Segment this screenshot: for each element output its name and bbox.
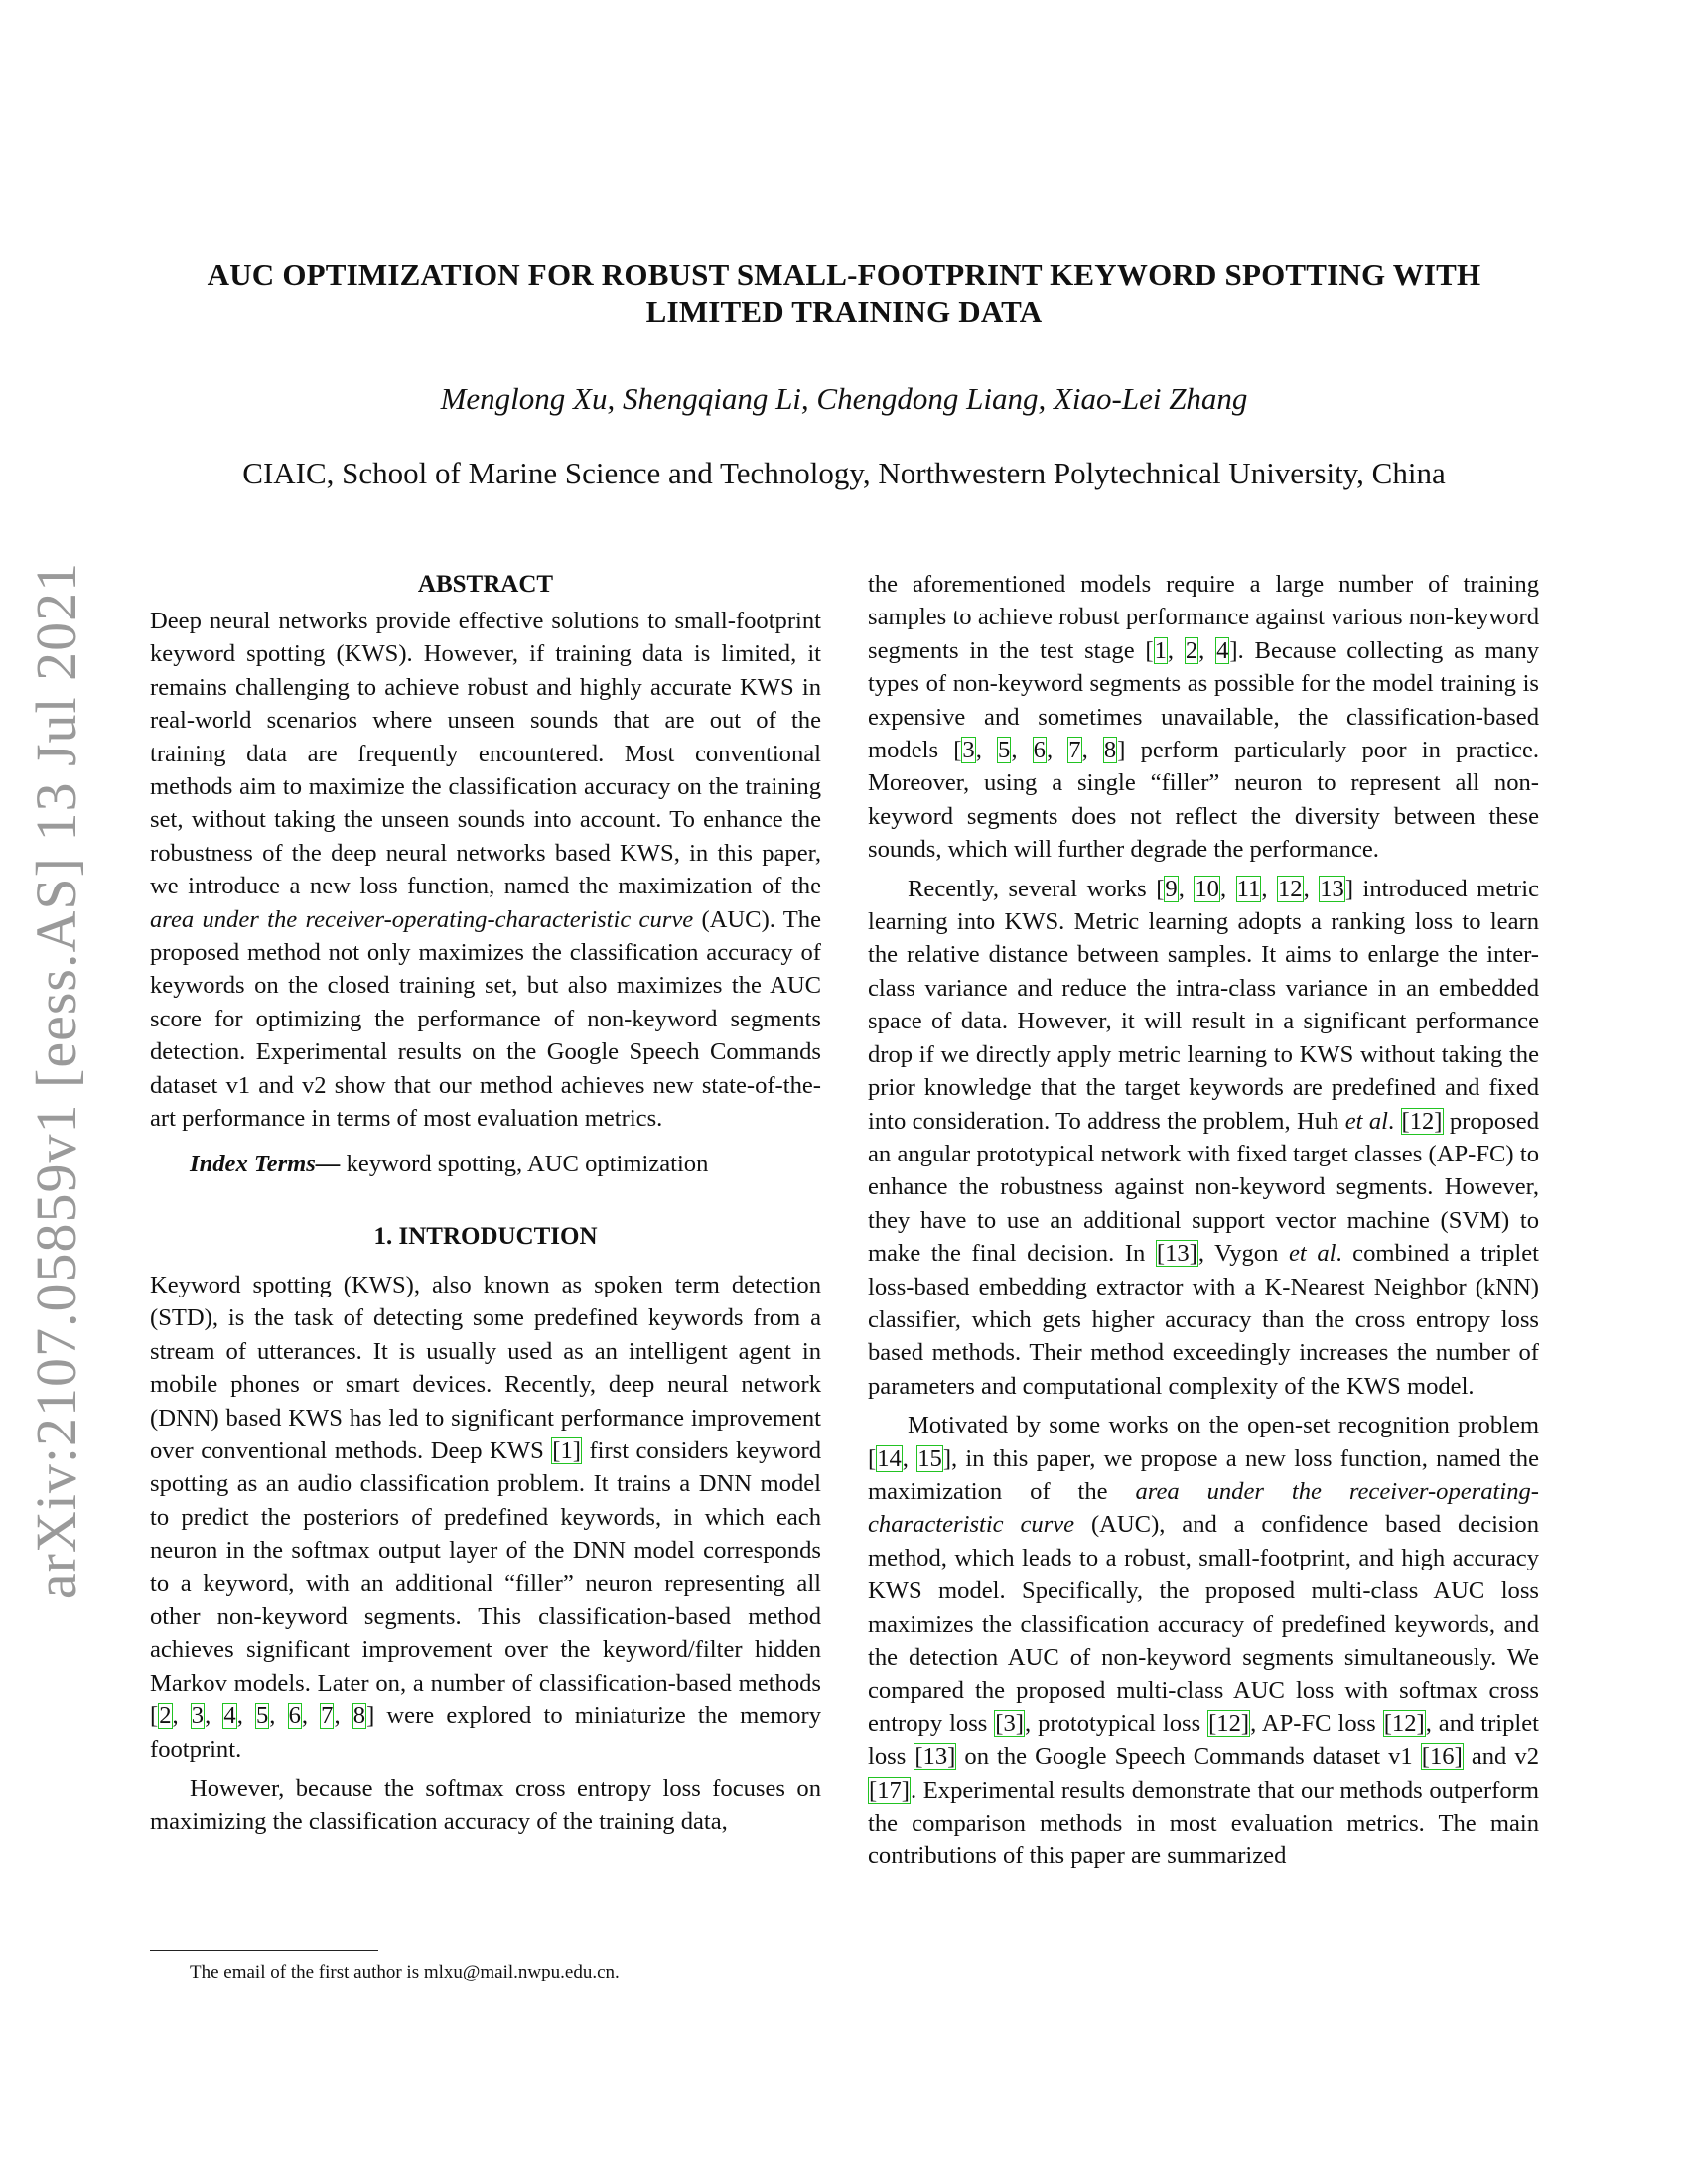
footnote-rule <box>150 1950 378 1951</box>
citation-link[interactable]: 2 <box>1185 636 1198 664</box>
citation-link[interactable]: [12] <box>1401 1107 1443 1135</box>
citation-link[interactable]: 14 <box>877 1444 902 1472</box>
citation-link[interactable]: 12 <box>1277 875 1303 902</box>
citation-link[interactable]: [17] <box>869 1776 910 1804</box>
citation-link[interactable]: [1] <box>552 1436 581 1464</box>
citation-link[interactable]: 8 <box>1103 737 1117 764</box>
citation-link[interactable]: 2 <box>159 1703 172 1730</box>
citation-link[interactable]: [16] <box>1421 1743 1463 1771</box>
introduction-heading: 1. INTRODUCTION <box>373 1222 598 1250</box>
citation-link[interactable]: 5 <box>998 737 1011 764</box>
intro-paragraph-2: However, because the softmax cross entropy loss focuses on maximizing the classification accuracy of the training data, <box>150 1775 821 1836</box>
citation-link[interactable]: 8 <box>352 1703 366 1730</box>
citation-link[interactable]: 3 <box>962 737 975 764</box>
citation-link[interactable]: 1 <box>1154 636 1167 664</box>
index-terms-label: Index Terms— <box>190 1150 341 1177</box>
left-column <box>150 568 821 1839</box>
citation-link[interactable]: 5 <box>255 1703 269 1730</box>
index-terms: Index Terms— keyword spotting, AUC optimization <box>190 1150 709 1177</box>
citation-link[interactable]: 6 <box>1033 737 1046 764</box>
title-line-2: LIMITED TRAINING DATA <box>645 294 1043 329</box>
citation-link[interactable]: 15 <box>917 1444 942 1472</box>
citation-link[interactable]: 7 <box>1068 737 1081 764</box>
arxiv-identifier-stamp <box>2 561 111 1599</box>
author-list: Menglong Xu, Shengqiang Li, Chengdong Liang, Xiao-Lei Zhang <box>440 381 1248 416</box>
title-line-1: AUC OPTIMIZATION FOR ROBUST SMALL-FOOTPRINT KEYWORD SPOTTING WITH <box>207 257 1481 292</box>
citation-link[interactable]: 3 <box>191 1703 205 1730</box>
abstract-heading: ABSTRACT <box>417 571 554 598</box>
citation-link[interactable]: [13] <box>914 1743 956 1771</box>
paper-title <box>149 256 1539 330</box>
citation-link[interactable]: [13] <box>1156 1240 1197 1268</box>
citation-link[interactable]: 7 <box>321 1703 334 1730</box>
intro-paragraph-2-continued: the aforementioned models require a large number of training samples to achieve robust performance against various non-keyword segments in the test stage [1, 2, 4]. Because collecting as many types of non-keyword segments as possible for the model training is expensive and sometimes unavailable, the classification-based models [3, 5, 6, 7, 8] perform particularly poor in practice. Moreover, using a single “filler” neuron to represent all non-keyword segments does not reflect the diversity between these sounds, which will further degrade the performance. <box>868 571 1540 864</box>
citation-link[interactable]: 4 <box>223 1703 236 1730</box>
citation-link[interactable]: 4 <box>1216 636 1229 664</box>
citation-link[interactable]: 6 <box>288 1703 301 1730</box>
abstract-paragraph: Deep neural networks provide effective solutions to small-footprint keyword spotting (KWS). However, if training data is limited, it remains challenging to achieve robust and highly accurate KWS in real-world scenarios where unseen sounds that are out of the training data are frequently encountered. Most conventional methods aim to maximize the classification accuracy on the training set, without taking the unseen sounds into account. To enhance the robustness of the deep neural networks based KWS, in this paper, we introduce a new loss function, named the maximization of the area under the receiver-operating-characteristic curve (AUC). The proposed method not only maximizes the classification accuracy of keywords on the closed training set, but also maximizes the AUC score for optimizing the performance of non-keyword segments detection. Experimental results on the Google Speech Commands dataset v1 and v2 show that our method achieves new state-of-the-art performance in terms of most evaluation metrics. <box>150 608 821 1133</box>
arxiv-identifier-text: arXiv:2107.05859v1 [eess.AS] 13 Jul 2021 <box>24 561 89 1599</box>
citation-link[interactable]: [12] <box>1383 1709 1425 1737</box>
right-column <box>868 568 1539 1873</box>
citation-link[interactable]: 13 <box>1320 875 1344 902</box>
citation-link[interactable]: [3] <box>995 1709 1024 1737</box>
citation-link[interactable]: 9 <box>1165 875 1178 902</box>
citation-link[interactable]: [12] <box>1208 1709 1250 1737</box>
citation-link[interactable]: 10 <box>1195 875 1219 902</box>
footnote: The email of the first author is mlxu@mail.nwpu.edu.cn. <box>190 1962 620 1982</box>
intro-paragraph-3: Recently, several works [9, 10, 11, 12, 13] introduced metric learning into KWS. Metric learning adopts a ranking loss to learn the relative distance between samples. It aims to enlarge the inter-class variance and reduce the intra-class variance in an embedded space of data. However, it will result in a significant performance drop if we directly apply metric learning to KWS without taking the prior knowledge that the target keywords are predefined and fixed into consideration. To address the problem, Huh et al. [12] proposed an angular prototypical network with fixed target classes (AP-FC) to enhance the robustness against non-keyword segments. However, they have to use an additional support vector machine (SVM) to make the final decision. In [13], Vygon et al. combined a triplet loss-based embedding extractor with a K-Nearest Neighbor (kNN) classifier, which gets higher accuracy than the cross entropy loss based methods. Their method exceedingly increases the number of parameters and computational complexity of the KWS model. <box>868 875 1540 1400</box>
citation-link[interactable]: 11 <box>1236 875 1261 902</box>
affiliation: CIAIC, School of Marine Science and Technology, Northwestern Polytechnical University, China <box>242 456 1446 490</box>
intro-paragraph-4: Motivated by some works on the open-set recognition problem [14, 15], in this paper, we propose a new loss function, named the maximization of the area under the receiver-operating-characteristic curve (AUC), and a confidence based decision method, which leads to a robust, small-footprint, and high accuracy KWS model. Specifically, the proposed multi-class AUC loss maximizes the classification accuracy of predefined keywords, and the detection AUC of non-keyword segments simultaneously. We compared the proposed multi-class AUC loss with softmax cross entropy loss [3], prototypical loss [12], AP-FC loss [12], and triplet loss [13] on the Google Speech Commands dataset v1 [16] and v2 [17]. Experimental results demonstrate that our methods outperform the comparison methods in most evaluation metrics. The main contributions of this paper are summarized <box>868 1412 1539 1870</box>
intro-paragraph-1: Keyword spotting (KWS), also known as spoken term detection (STD), is the task of detecting some predefined keywords from a stream of utterances. It is usually used as an intelligent agent in mobile phones or smart devices. Recently, deep neural network (DNN) based KWS has led to significant performance improvement over conventional methods. Deep KWS [1] first considers keyword spotting as an audio classification problem. It trains a DNN model to predict the posteriors of predefined keywords, in which each neuron in the softmax output layer of the DNN model corresponds to a keyword, with an additional “filler” neuron representing all other non-keyword segments. This classification-based method achieves significant improvement over the keyword/filter hidden Markov models. Later on, a number of classification-based methods [2, 3, 4, 5, 6, 7, 8] were explored to miniaturize the memory footprint. <box>150 1271 822 1763</box>
